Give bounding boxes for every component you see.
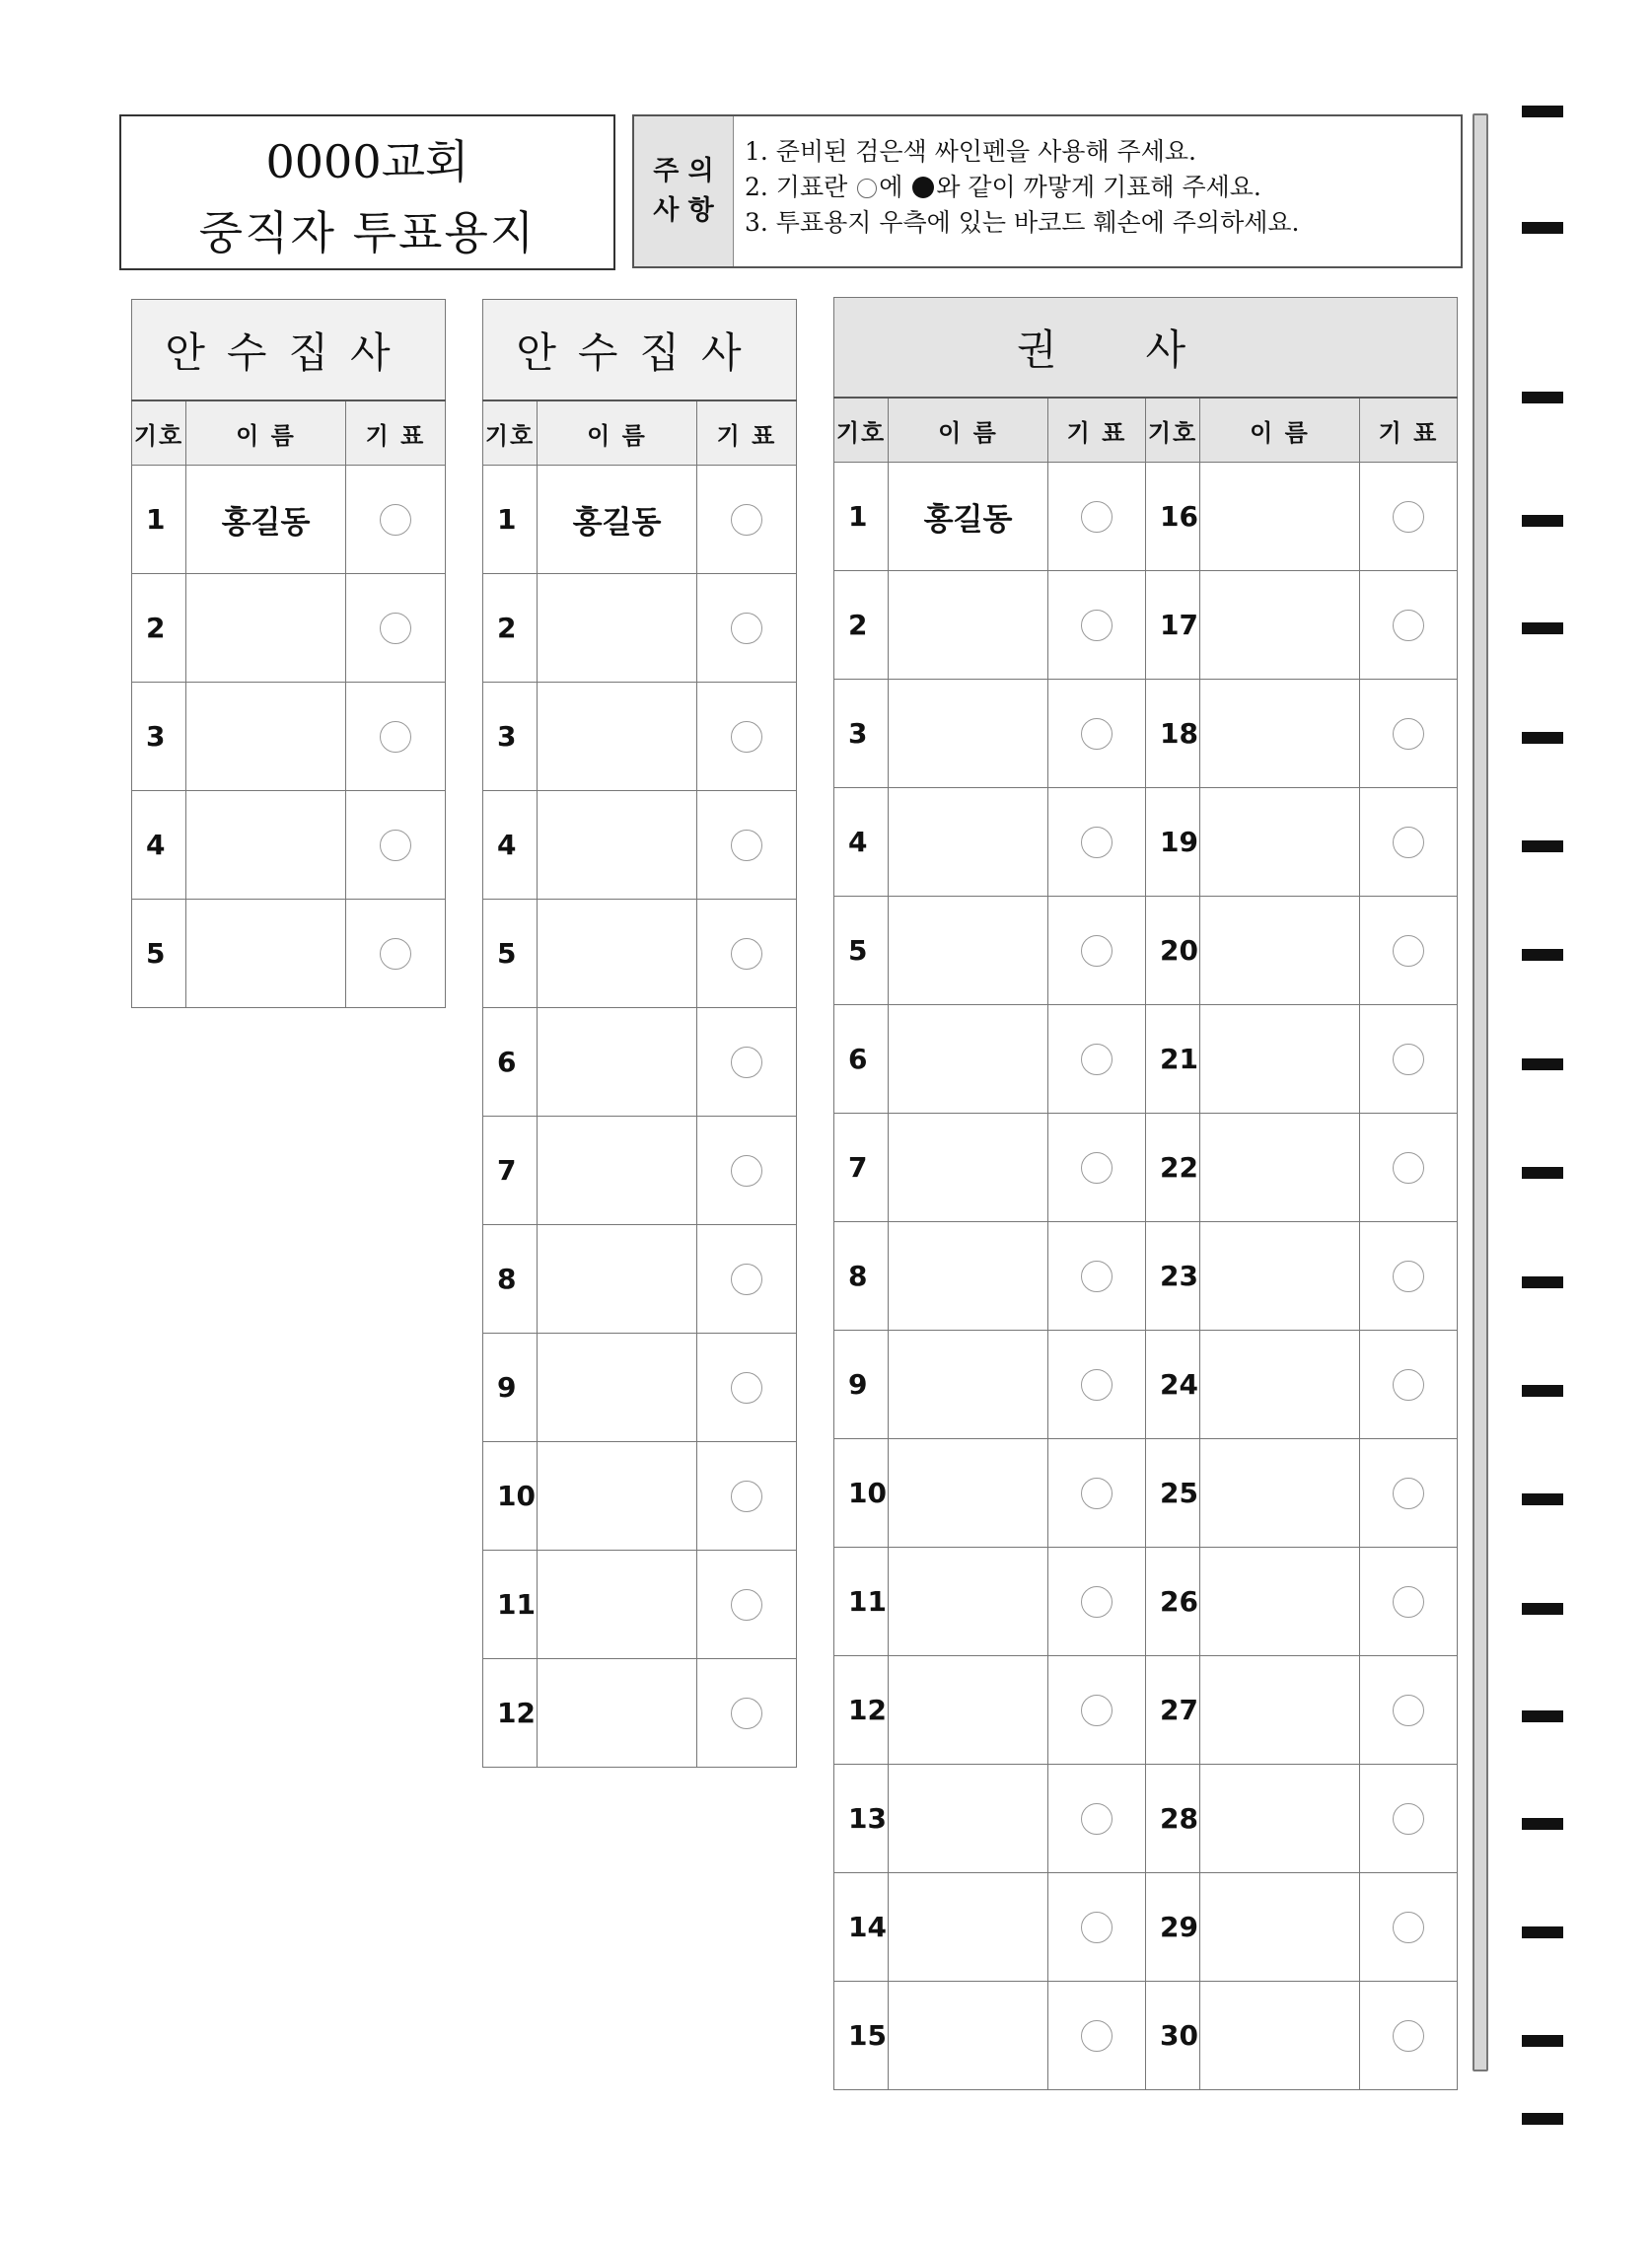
vote-mark-cell[interactable] [1048,1873,1146,1982]
candidate-number: 8 [834,1222,889,1331]
candidate-number: 10 [483,1442,538,1551]
candidate-number: 20 [1146,897,1200,1005]
candidate-row [483,1551,797,1659]
candidate-name: 홍길동 [538,466,697,574]
scan-strip [1472,113,1488,2071]
candidate-number: 13 [834,1765,889,1873]
candidate-name [1200,1548,1360,1656]
candidate-name [1200,1765,1360,1873]
candidate-row [834,1873,1458,1982]
vote-circle-icon[interactable] [1081,1044,1113,1075]
church-name: 0000교회 [265,135,469,188]
timing-mark [1522,1385,1563,1397]
timing-mark [1522,622,1563,634]
vote-circle-icon[interactable] [1081,1369,1113,1401]
candidate-row [834,1439,1458,1548]
timing-mark [1522,2035,1563,2047]
vote-circle-icon[interactable] [731,613,762,644]
candidate-name [889,1114,1048,1222]
vote-mark-cell[interactable] [1048,1439,1146,1548]
column-header-mark: 기 표 [1048,398,1146,463]
vote-mark-cell[interactable] [1048,897,1146,1005]
candidate-number: 2 [834,571,889,680]
candidate-number: 1 [132,466,186,574]
candidate-name [538,791,697,900]
candidate-name [538,1659,697,1768]
vote-circle-icon[interactable] [1393,1152,1424,1184]
vote-circle-icon[interactable] [1081,1912,1113,1943]
candidate-row [483,1008,797,1117]
candidate-row [132,466,446,574]
candidate-number: 9 [834,1331,889,1439]
candidate-name [889,788,1048,897]
vote-mark-cell[interactable] [697,900,797,1008]
candidate-number: 27 [1146,1656,1200,1765]
notice-list [745,134,1299,241]
timing-mark [1522,1710,1563,1722]
candidate-row [834,788,1458,897]
candidate-row [483,900,797,1008]
vote-mark-cell[interactable] [1048,788,1146,897]
candidate-name [889,1222,1048,1331]
vote-circle-icon[interactable] [1081,718,1113,750]
candidate-number: 6 [834,1005,889,1114]
candidate-row [834,1548,1458,1656]
column-header-number: 기호 [483,400,538,466]
candidate-name [889,1331,1048,1439]
candidate-name [1200,463,1360,571]
vote-mark-cell[interactable] [1360,571,1458,680]
candidate-number: 12 [483,1659,538,1768]
timing-mark [1522,1276,1563,1288]
vote-mark-cell[interactable] [697,1659,797,1768]
candidate-name [1200,788,1360,897]
vote-mark-cell[interactable] [1360,897,1458,1005]
vote-circle-icon[interactable] [731,830,762,861]
candidate-number: 8 [483,1225,538,1334]
vote-mark-cell[interactable] [697,574,797,683]
timing-mark [1522,392,1563,403]
timing-mark [1522,732,1563,744]
candidate-number: 30 [1146,1982,1200,2090]
notice-item-3: 3. 투표용지 우측에 있는 바코드 훼손에 주의하세요. [745,208,1300,237]
candidate-number: 7 [483,1117,538,1225]
candidate-name [1200,1656,1360,1765]
candidate-row [132,683,446,791]
vote-circle-icon[interactable] [731,1047,762,1078]
vote-mark-cell[interactable] [1048,1114,1146,1222]
vote-circle-icon[interactable] [1393,610,1424,641]
candidate-name [538,1008,697,1117]
vote-mark-cell[interactable] [697,791,797,900]
candidate-number: 3 [132,683,186,791]
vote-circle-icon[interactable] [1081,1478,1113,1509]
candidate-row [834,1005,1458,1114]
candidate-row [483,791,797,900]
candidate-row [483,1659,797,1768]
vote-circle-icon[interactable] [1081,1695,1113,1726]
column-header-number: 기호 [1146,398,1200,463]
candidate-number: 1 [834,463,889,571]
candidate-number: 4 [834,788,889,897]
candidate-number: 3 [483,683,538,791]
vote-mark-cell[interactable] [1048,571,1146,680]
candidate-number: 18 [1146,680,1200,788]
column-header-number: 기호 [834,398,889,463]
vote-mark-cell[interactable] [1360,788,1458,897]
vote-circle-icon[interactable] [731,721,762,753]
candidate-row [483,1442,797,1551]
candidate-row [834,1982,1458,2090]
notice-item-2-part-a: 2. 기표란 [745,173,848,201]
candidate-name [889,1005,1048,1114]
notice-box [632,114,1463,268]
candidate-name [1200,1005,1360,1114]
candidate-number: 3 [834,680,889,788]
ballot-table-deacon-1 [131,299,446,1008]
candidate-number: 12 [834,1656,889,1765]
candidate-name [1200,680,1360,788]
candidate-name [186,791,346,900]
vote-mark-cell[interactable] [697,1551,797,1659]
timing-mark [1522,222,1563,234]
vote-circle-icon[interactable] [731,1264,762,1295]
timing-mark [1522,1926,1563,1938]
vote-circle-icon[interactable] [380,504,411,536]
column-header-name: 이 름 [1200,398,1360,463]
timing-mark [1522,106,1563,117]
vote-mark-cell[interactable] [1360,1222,1458,1331]
vote-mark-cell[interactable] [346,791,446,900]
vote-mark-cell[interactable] [346,900,446,1008]
vote-mark-cell[interactable] [1360,1331,1458,1439]
vote-mark-cell[interactable] [1360,463,1458,571]
candidate-row [834,1656,1458,1765]
column-header-mark: 기 표 [697,400,797,466]
vote-circle-icon[interactable] [731,1155,762,1187]
vote-circle-icon[interactable] [1393,1695,1424,1726]
vote-mark-cell[interactable] [1360,1765,1458,1873]
vote-circle-icon[interactable] [1393,1261,1424,1292]
vote-mark-cell[interactable] [1360,1439,1458,1548]
vote-mark-cell[interactable] [346,466,446,574]
candidate-number: 10 [834,1439,889,1548]
candidate-name [1200,897,1360,1005]
candidate-number: 11 [834,1548,889,1656]
notice-item-2 [745,170,1299,205]
candidate-row [132,791,446,900]
candidate-number: 24 [1146,1331,1200,1439]
vote-circle-icon[interactable] [380,721,411,753]
candidate-name [889,1982,1048,2090]
candidate-number: 21 [1146,1005,1200,1114]
candidate-name [1200,571,1360,680]
candidate-number: 23 [1146,1222,1200,1331]
ballot-table-deaconess [833,297,1458,2090]
timing-mark [1522,1493,1563,1505]
vote-mark-cell[interactable] [697,1117,797,1225]
candidate-name [1200,1222,1360,1331]
column-header-mark: 기 표 [1360,398,1458,463]
candidate-number: 5 [483,900,538,1008]
vote-circle-icon[interactable] [731,504,762,536]
candidate-name [538,683,697,791]
candidate-number: 1 [483,466,538,574]
candidate-number: 2 [132,574,186,683]
candidate-name [538,1117,697,1225]
candidate-name [889,1656,1048,1765]
vote-circle-icon[interactable] [1081,1586,1113,1618]
candidate-number: 4 [483,791,538,900]
candidate-name [538,1551,697,1659]
candidate-row [834,571,1458,680]
candidate-row [834,463,1458,571]
vote-circle-icon[interactable] [731,1698,762,1729]
candidate-number: 17 [1146,571,1200,680]
column-header-name: 이 름 [889,398,1048,463]
timing-mark [1522,2113,1563,2125]
column-header-mark: 기 표 [346,400,446,466]
timing-mark [1522,1058,1563,1070]
empty-circle-icon [857,179,877,198]
candidate-row [834,680,1458,788]
vote-mark-cell[interactable] [1360,1005,1458,1114]
vote-circle-icon[interactable] [1081,610,1113,641]
vote-circle-icon[interactable] [1393,827,1424,858]
vote-mark-cell[interactable] [1048,1548,1146,1656]
notice-item-2-part-b: 에 [879,173,903,201]
vote-circle-icon[interactable] [1081,1803,1113,1835]
candidate-number: 6 [483,1008,538,1117]
vote-mark-cell[interactable] [1360,1114,1458,1222]
candidate-name [538,1442,697,1551]
vote-circle-icon[interactable] [380,830,411,861]
candidate-name [538,1334,697,1442]
vote-circle-icon[interactable] [1393,1803,1424,1835]
candidate-name [889,1548,1048,1656]
column-header-name: 이 름 [186,400,346,466]
notice-item-1: 1. 준비된 검은색 싸인펜을 사용해 주세요. [745,137,1196,166]
candidate-name [538,900,697,1008]
candidate-name: 홍길동 [889,463,1048,571]
candidate-name [538,574,697,683]
candidate-name [889,571,1048,680]
timing-mark [1522,1167,1563,1179]
vote-circle-icon[interactable] [1393,1044,1424,1075]
vote-mark-cell[interactable] [346,574,446,683]
vote-mark-cell[interactable] [1360,1548,1458,1656]
vote-mark-cell[interactable] [1360,1873,1458,1982]
candidate-number: 4 [132,791,186,900]
vote-circle-icon[interactable] [1393,2020,1424,2052]
candidate-number: 2 [483,574,538,683]
timing-mark [1522,515,1563,527]
vote-circle-icon[interactable] [1393,935,1424,967]
vote-circle-icon[interactable] [1081,2020,1113,2052]
vote-circle-icon[interactable] [1081,501,1113,533]
vote-mark-cell[interactable] [1048,1005,1146,1114]
candidate-name [889,1439,1048,1548]
candidate-name [889,1873,1048,1982]
timing-mark [1522,1818,1563,1830]
candidate-row [483,1334,797,1442]
candidate-row [834,1331,1458,1439]
vote-mark-cell[interactable] [1048,1222,1146,1331]
candidate-number: 19 [1146,788,1200,897]
candidate-number: 22 [1146,1114,1200,1222]
notice-label-line2: 사 항 [653,195,714,226]
vote-mark-cell[interactable] [1048,1982,1146,2090]
candidate-number: 5 [834,897,889,1005]
candidate-row [483,574,797,683]
candidate-name [1200,1114,1360,1222]
candidate-name [1200,1331,1360,1439]
candidate-number: 28 [1146,1765,1200,1873]
timing-mark [1522,949,1563,961]
timing-mark [1522,840,1563,852]
candidate-name [889,1765,1048,1873]
candidate-name [1200,1439,1360,1548]
vote-circle-icon[interactable] [1393,1586,1424,1618]
column-header-name: 이 름 [538,400,697,466]
vote-circle-icon[interactable] [1393,501,1424,533]
vote-mark-cell[interactable] [1048,463,1146,571]
candidate-name [186,900,346,1008]
candidate-row [483,466,797,574]
notice-label [634,116,734,266]
vote-circle-icon[interactable] [380,613,411,644]
candidate-name [889,680,1048,788]
vote-circle-icon[interactable] [1081,1261,1113,1292]
ballot-section-title: 권사 [834,298,1458,399]
vote-mark-cell[interactable] [697,1008,797,1117]
vote-mark-cell[interactable] [1360,680,1458,788]
vote-mark-cell[interactable] [1048,1656,1146,1765]
vote-circle-icon[interactable] [731,1481,762,1512]
candidate-number: 9 [483,1334,538,1442]
candidate-name: 홍길동 [186,466,346,574]
vote-mark-cell[interactable] [346,683,446,791]
candidate-row [834,897,1458,1005]
candidate-row [132,900,446,1008]
candidate-row [483,1225,797,1334]
notice-item-2-part-c: 와 같이 까맣게 기표해 주세요. [936,173,1261,201]
candidate-name [186,574,346,683]
vote-mark-cell[interactable] [1360,1656,1458,1765]
candidate-name [1200,1873,1360,1982]
candidate-name [1200,1982,1360,2090]
filled-circle-icon [912,177,934,198]
candidate-number: 7 [834,1114,889,1222]
candidate-number: 16 [1146,463,1200,571]
vote-circle-icon[interactable] [731,938,762,970]
vote-mark-cell[interactable] [697,1225,797,1334]
candidate-number: 15 [834,1982,889,2090]
candidate-number: 25 [1146,1439,1200,1548]
candidate-number: 26 [1146,1548,1200,1656]
ballot-section-title: 안수집사 [132,300,446,401]
vote-mark-cell[interactable] [1048,1765,1146,1873]
candidate-name [186,683,346,791]
ballot-title-box [119,114,615,270]
candidate-name [889,897,1048,1005]
candidate-row [483,683,797,791]
column-header-number: 기호 [132,400,186,466]
candidate-row [834,1765,1458,1873]
vote-circle-icon[interactable] [1393,1912,1424,1943]
vote-circle-icon[interactable] [1081,1152,1113,1184]
vote-mark-cell[interactable] [697,683,797,791]
vote-circle-icon[interactable] [1393,1369,1424,1401]
vote-circle-icon[interactable] [731,1589,762,1621]
vote-circle-icon[interactable] [731,1372,762,1404]
vote-circle-icon[interactable] [1081,935,1113,967]
vote-mark-cell[interactable] [1048,1331,1146,1439]
ballot-section-title: 안수집사 [483,300,797,401]
vote-mark-cell[interactable] [1048,680,1146,788]
ballot-table-deacon-2 [482,299,797,1768]
candidate-number: 5 [132,900,186,1008]
timing-mark [1522,1603,1563,1615]
candidate-row [483,1117,797,1225]
vote-circle-icon[interactable] [380,938,411,970]
vote-mark-cell[interactable] [697,1442,797,1551]
vote-circle-icon[interactable] [1393,718,1424,750]
vote-mark-cell[interactable] [697,466,797,574]
candidate-row [834,1114,1458,1222]
candidate-name [538,1225,697,1334]
ballot-title: 중직자 투표용지 [198,206,537,259]
candidate-number: 11 [483,1551,538,1659]
candidate-number: 14 [834,1873,889,1982]
candidate-row [132,574,446,683]
vote-circle-icon[interactable] [1393,1478,1424,1509]
candidate-number: 29 [1146,1873,1200,1982]
candidate-row [834,1222,1458,1331]
vote-mark-cell[interactable] [1360,1982,1458,2090]
vote-mark-cell[interactable] [697,1334,797,1442]
vote-circle-icon[interactable] [1081,827,1113,858]
notice-label-line1: 주 의 [653,156,714,186]
